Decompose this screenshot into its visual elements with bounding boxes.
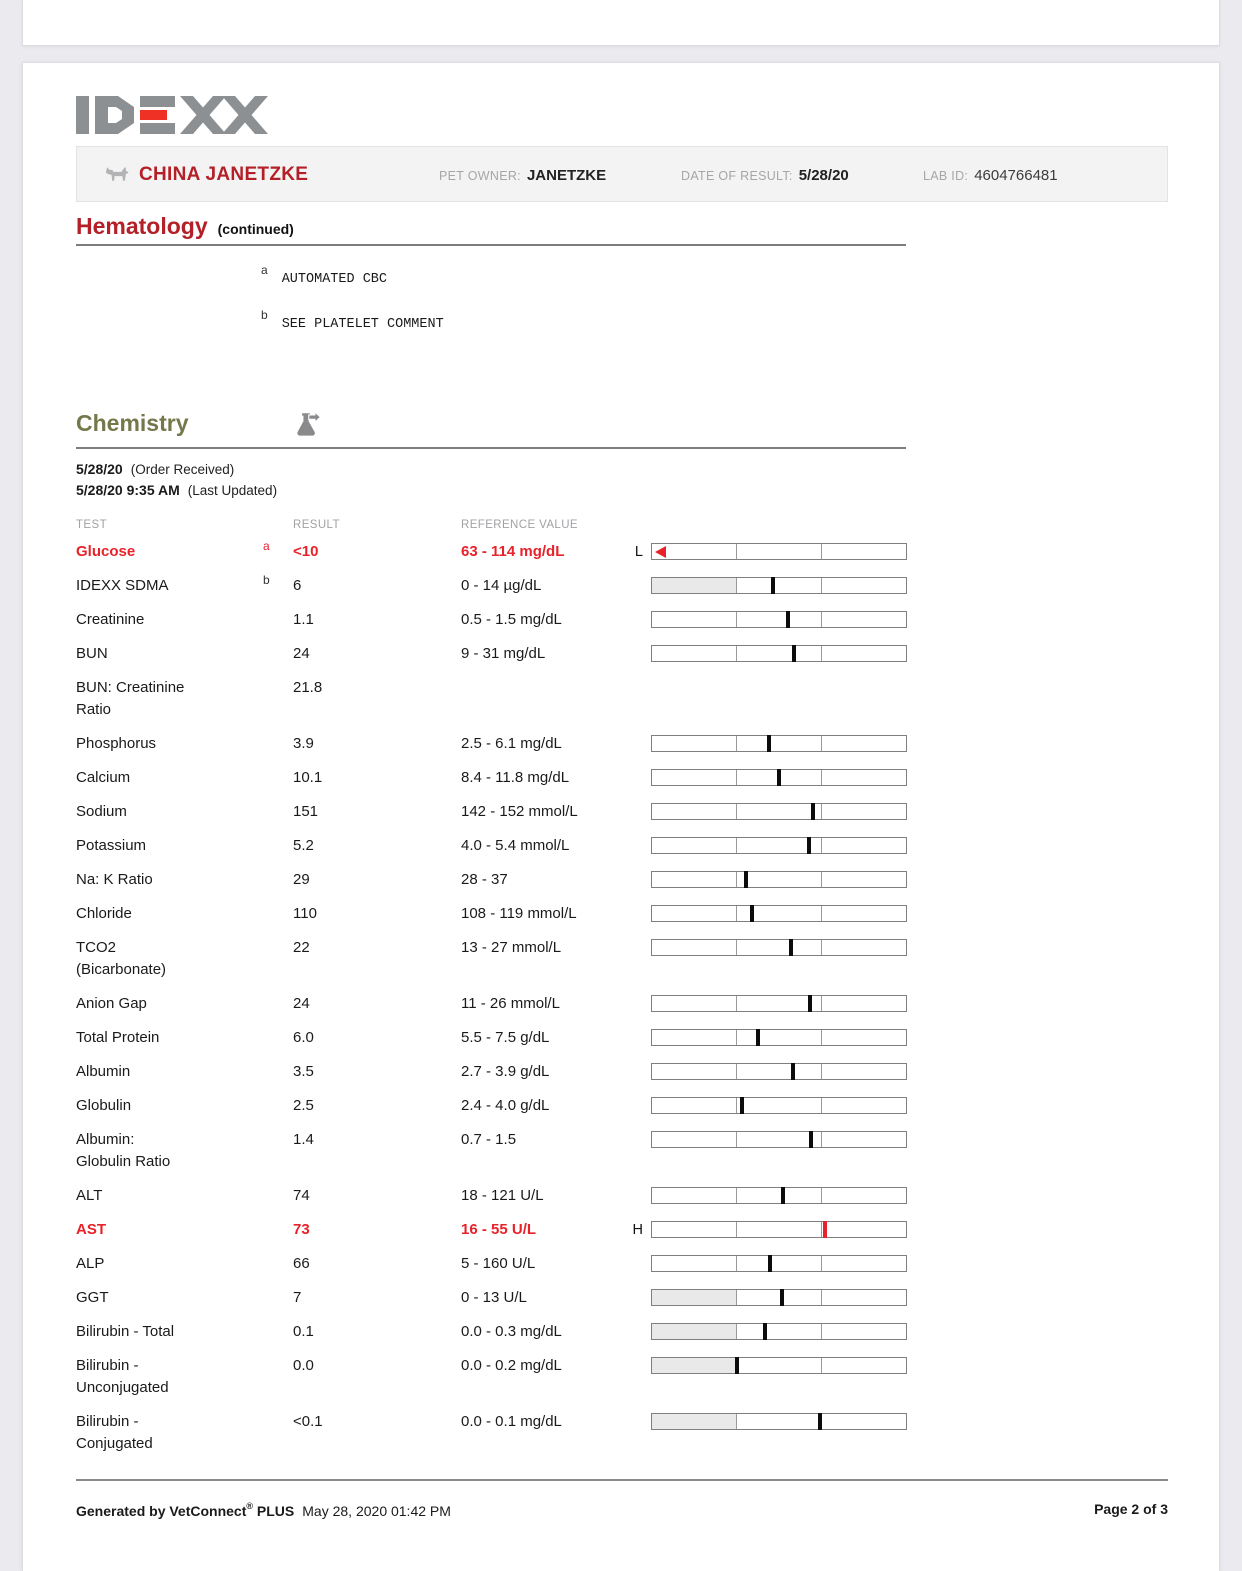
footer-generated-by [76,1501,451,1519]
date-of-result [681,167,849,184]
reference-value: 2.7 - 3.9 g/dL [461,1063,550,1080]
range-segment-normal [737,646,822,661]
test-name-line: TCO2 [76,939,117,956]
table-row [23,1185,1219,1207]
result-value: 10.1 [293,769,323,786]
order-received-label: (Order Received) [130,462,235,477]
test-name [76,1185,256,1207]
test-name [76,767,256,789]
test-name-line: Bilirubin - [76,1357,139,1374]
range-segment-below [652,1358,737,1373]
test-name-line: Na: K Ratio [76,871,153,888]
result-value: 21.8 [293,679,323,696]
table-row [23,1253,1219,1275]
reference-value: 0.0 - 0.3 mg/dL [461,1323,562,1340]
range-segment-above [822,578,906,593]
last-updated-line [76,480,277,501]
test-name [76,643,256,665]
range-segment-above [822,838,906,853]
test-name-line: Total Protein [76,1029,160,1046]
table-row [23,677,1219,721]
test-name-line: ALT [76,1187,103,1204]
range-segment-below [652,1414,737,1429]
test-name [76,1027,256,1049]
range-segment-above [822,940,906,955]
low-flag: L [634,544,643,560]
reference-value: 0 - 13 U/L [461,1289,527,1306]
result-value: 3.5 [293,1063,314,1080]
range-segment-below [652,1098,737,1113]
range-bar [651,735,907,752]
results-table-body [23,541,1219,1467]
hematology-divider [76,244,906,246]
range-segment-below [652,906,737,921]
reference-value: 5 - 160 U/L [461,1255,536,1272]
reference-value: 63 - 114 mg/dL [461,543,565,560]
reference-value: 8.4 - 11.8 mg/dL [461,769,570,786]
table-row [23,609,1219,631]
result-value: 2.5 [293,1097,314,1114]
result-value: 24 [293,995,310,1012]
column-header-test: TEST [76,519,107,531]
range-segment-normal [737,940,822,955]
range-bar [651,1289,907,1306]
range-bar [651,645,907,662]
footnote-a-text: AUTOMATED CBC [281,272,388,287]
range-bar [651,543,907,560]
result-tick-marker [780,1289,784,1306]
footnote-a-sup: a [261,263,268,277]
range-segment-above [822,872,906,887]
result-tick-marker [786,611,790,628]
result-value: 1.1 [293,611,314,628]
test-name-line: GGT [76,1289,109,1306]
lab-id-value: 4604766481 [974,167,1058,184]
results-table-header [23,519,1219,539]
test-name [76,575,256,597]
test-name-line: BUN: Creatinine [76,679,185,696]
last-updated-date: 5/28/20 9:35 AM [76,482,180,498]
previous-page-edge [22,0,1220,46]
below-range-arrow-icon [655,546,666,558]
range-bar [651,1187,907,1204]
range-segment-normal [737,872,822,887]
test-name-line: Bilirubin - Total [76,1323,175,1340]
range-segment-normal [737,1414,822,1429]
chemistry-divider [76,447,906,449]
pet-owner [439,167,606,184]
date-of-result-label: DATE OF RESULT: [681,169,793,183]
test-name [76,937,256,981]
reference-value: 18 - 121 U/L [461,1187,544,1204]
range-bar [651,837,907,854]
test-name [76,1253,256,1275]
reference-value: 0 - 14 µg/dL [461,577,542,594]
footer-divider [76,1479,1168,1481]
result-value: 110 [293,905,317,922]
result-tick-marker [781,1187,785,1204]
range-bar [651,1029,907,1046]
range-bar [651,939,907,956]
test-name-line: Anion Gap [76,995,147,1012]
table-row [23,1095,1219,1117]
high-flag: H [632,1222,643,1238]
test-name-line: Chloride [76,905,132,922]
test-name-line: Globulin Ratio [76,1153,171,1170]
range-bar [651,1097,907,1114]
table-row [23,835,1219,857]
test-name-line: AST [76,1221,106,1238]
result-tick-marker [777,769,781,786]
chemistry-section-title [76,410,188,437]
result-value: 1.4 [293,1131,314,1148]
reference-value: 13 - 27 mmol/L [461,939,562,956]
range-segment-normal [737,1324,822,1339]
reference-value: 142 - 152 mmol/L [461,803,578,820]
range-segment-above [822,1222,906,1237]
range-bar [651,871,907,888]
test-name-line: Albumin: [76,1131,135,1148]
range-segment-above [822,736,906,751]
test-name [76,609,256,631]
result-tick-marker [767,735,771,752]
range-segment-below [652,1256,737,1271]
reference-value: 16 - 55 U/L [461,1221,537,1238]
hematology-title: Hematology [76,213,208,239]
result-tick-marker [818,1413,822,1430]
result-tick-marker [768,1255,772,1272]
range-bar [651,1131,907,1148]
range-segment-above [822,646,906,661]
result-tick-marker [735,1357,739,1374]
flask-icon [291,411,321,441]
range-segment-above [822,1098,906,1113]
reference-value: 11 - 26 mmol/L [461,995,560,1012]
reference-value: 0.5 - 1.5 mg/dL [461,611,562,628]
result-value: 5.2 [293,837,314,854]
test-name-line: (Bicarbonate) [76,961,167,978]
range-segment-below [652,1188,737,1203]
result-tick-marker [808,995,812,1012]
range-segment-below [652,1222,737,1237]
test-name-line: Albumin [76,1063,131,1080]
table-row [23,1321,1219,1343]
range-bar [651,577,907,594]
range-bar [651,995,907,1012]
range-bar [651,1323,907,1340]
range-bar [651,611,907,628]
test-name [76,1061,256,1083]
range-bar [651,1221,907,1238]
result-tick-marker [740,1097,744,1114]
range-bar [651,769,907,786]
range-bar [651,1413,907,1430]
range-bar [651,1063,907,1080]
range-bar [651,1255,907,1272]
table-row [23,733,1219,755]
table-row [23,1411,1219,1455]
result-value: 0.0 [293,1357,314,1374]
footnote-b [261,308,444,332]
range-segment-normal [737,1064,822,1079]
hematology-continued-label: (continued) [217,221,294,237]
result-tick-marker [756,1029,760,1046]
test-name [76,903,256,925]
table-row [23,575,1219,597]
test-name-line: Phosphorus [76,735,157,752]
range-segment-below [652,578,737,593]
range-segment-above [822,1064,906,1079]
range-segment-below [652,838,737,853]
reference-value: 9 - 31 mg/dL [461,645,546,662]
result-tick-marker [807,837,811,854]
range-segment-below [652,1132,737,1147]
result-value: 6.0 [293,1029,314,1046]
range-segment-above [822,1256,906,1271]
range-segment-above [822,1290,906,1305]
column-header-result: RESULT [293,519,340,531]
order-received-date: 5/28/20 [76,461,123,477]
dog-icon [102,163,129,185]
date-of-result-value: 5/28/20 [798,167,849,184]
test-name [76,1219,256,1241]
range-segment-normal [737,1256,822,1271]
test-name [76,1321,256,1343]
test-name-line: BUN [76,645,108,662]
registered-mark: ® [246,1501,254,1511]
test-name-line: Ratio [76,701,112,718]
range-segment-normal [737,1222,822,1237]
result-value: <10 [293,543,319,560]
test-name-line: Bilirubin - [76,1413,139,1430]
result-tick-marker [789,939,793,956]
result-tick-marker [811,803,815,820]
range-segment-above [822,770,906,785]
range-bar [651,905,907,922]
test-name [76,993,256,1015]
table-row [23,1129,1219,1173]
result-tick-marker [792,645,796,662]
reference-value: 5.5 - 7.5 g/dL [461,1029,550,1046]
range-segment-normal [737,1358,822,1373]
test-name [76,1287,256,1309]
order-received-line [76,459,277,480]
pet-owner-value: JANETZKE [526,167,607,184]
range-segment-below [652,1290,737,1305]
result-value: 7 [293,1289,302,1306]
range-segment-below [652,736,737,751]
range-segment-below [652,1064,737,1079]
footnote-a [261,263,387,287]
result-value: 66 [293,1255,310,1272]
result-value: 29 [293,871,310,888]
result-tick-marker [809,1131,813,1148]
test-name-line: Unconjugated [76,1379,169,1396]
test-name-line: IDEXX SDMA [76,577,169,594]
range-segment-above [822,544,906,559]
range-segment-above [822,996,906,1011]
test-name [76,733,256,755]
hematology-section-title [76,213,294,240]
table-row [23,801,1219,823]
idexx-logo [76,93,268,137]
result-value: 151 [293,803,319,820]
range-segment-below [652,940,737,955]
table-row [23,869,1219,891]
table-row [23,643,1219,665]
footer-page-number: Page 2 of 3 [1094,1501,1168,1517]
pet-info-bar [76,146,1168,202]
test-name-line: Potassium [76,837,147,854]
footer-vetconnect: Generated by VetConnect [76,1503,247,1519]
range-segment-normal [737,1098,822,1113]
footnote-b-text: SEE PLATELET COMMENT [281,317,444,332]
test-name-line: ALP [76,1255,105,1272]
chemistry-title: Chemistry [76,410,189,436]
test-name [76,801,256,823]
table-row [23,1287,1219,1309]
test-name [76,1411,256,1455]
table-row [23,993,1219,1015]
range-segment-below [652,996,737,1011]
table-row [23,1027,1219,1049]
range-segment-above [822,1324,906,1339]
range-segment-normal [737,736,822,751]
table-row [23,903,1219,925]
table-row [23,541,1219,563]
range-segment-above [822,1414,906,1429]
test-name [76,677,256,721]
idexx-logo-icon [76,93,268,137]
result-value: 3.9 [293,735,314,752]
test-name-line: Calcium [76,769,131,786]
result-tick-marker [744,871,748,888]
range-segment-below [652,1030,737,1045]
range-segment-normal [737,544,822,559]
test-name [76,869,256,891]
table-row [23,1355,1219,1399]
reference-value: 2.5 - 6.1 mg/dL [461,735,562,752]
range-segment-normal [737,804,822,819]
range-segment-below [652,646,737,661]
column-header-reference: REFERENCE VALUE [461,519,578,531]
footnote-marker: a [263,539,270,553]
result-value: 74 [293,1187,310,1204]
range-segment-above [822,804,906,819]
footer-plus: PLUS [256,1503,295,1519]
chemistry-dates [76,459,277,501]
report-page [22,62,1220,1571]
footnote-marker: b [263,573,270,587]
test-name [76,835,256,857]
result-value: <0.1 [293,1413,323,1430]
test-name-line: Glucose [76,543,136,560]
range-segment-normal [737,1188,822,1203]
reference-value: 0.0 - 0.2 mg/dL [461,1357,562,1374]
range-segment-above [822,612,906,627]
range-segment-above [822,1132,906,1147]
pet-owner-label: PET OWNER: [439,169,521,183]
test-name-line: Conjugated [76,1435,153,1452]
range-bar [651,803,907,820]
range-segment-below [652,872,737,887]
range-segment-normal [737,1030,822,1045]
result-tick-marker [791,1063,795,1080]
result-tick-marker [763,1323,767,1340]
reference-value: 2.4 - 4.0 g/dL [461,1097,550,1114]
range-bar [651,1357,907,1374]
result-value: 73 [293,1221,310,1238]
result-value: 0.1 [293,1323,314,1340]
pet-name: CHINA JANETZKE [139,164,309,185]
test-name-line: Globulin [76,1097,132,1114]
table-row [23,1061,1219,1083]
last-updated-label: (Last Updated) [187,483,278,498]
test-name-line: Sodium [76,803,127,820]
range-segment-above [822,1358,906,1373]
test-name [76,1129,256,1173]
result-tick-marker [771,577,775,594]
reference-value: 0.7 - 1.5 [461,1131,517,1148]
reference-value: 0.0 - 0.1 mg/dL [461,1413,562,1430]
reference-value: 4.0 - 5.4 mmol/L [461,837,570,854]
range-segment-above [822,906,906,921]
result-tick-marker [823,1221,827,1238]
test-name-line: Creatinine [76,611,145,628]
range-segment-below [652,804,737,819]
test-name [76,1095,256,1117]
range-segment-below [652,1324,737,1339]
lab-id-label: LAB ID: [923,169,969,183]
range-segment-above [822,1188,906,1203]
range-segment-below [652,612,737,627]
reference-value: 108 - 119 mmol/L [461,905,577,922]
range-segment-below [652,770,737,785]
range-segment-above [822,1030,906,1045]
range-segment-normal [737,578,822,593]
lab-id [923,167,1058,184]
result-value: 6 [293,577,302,594]
table-row [23,767,1219,789]
table-row [23,1219,1219,1241]
footer-datetime: May 28, 2020 01:42 PM [302,1503,451,1519]
result-value: 24 [293,645,310,662]
test-name [76,1355,256,1399]
result-tick-marker [750,905,754,922]
range-segment-normal [737,612,822,627]
reference-value: 28 - 37 [461,871,508,888]
footnote-b-sup: b [261,308,268,322]
test-name [76,541,256,563]
table-row [23,937,1219,981]
result-value: 22 [293,939,310,956]
